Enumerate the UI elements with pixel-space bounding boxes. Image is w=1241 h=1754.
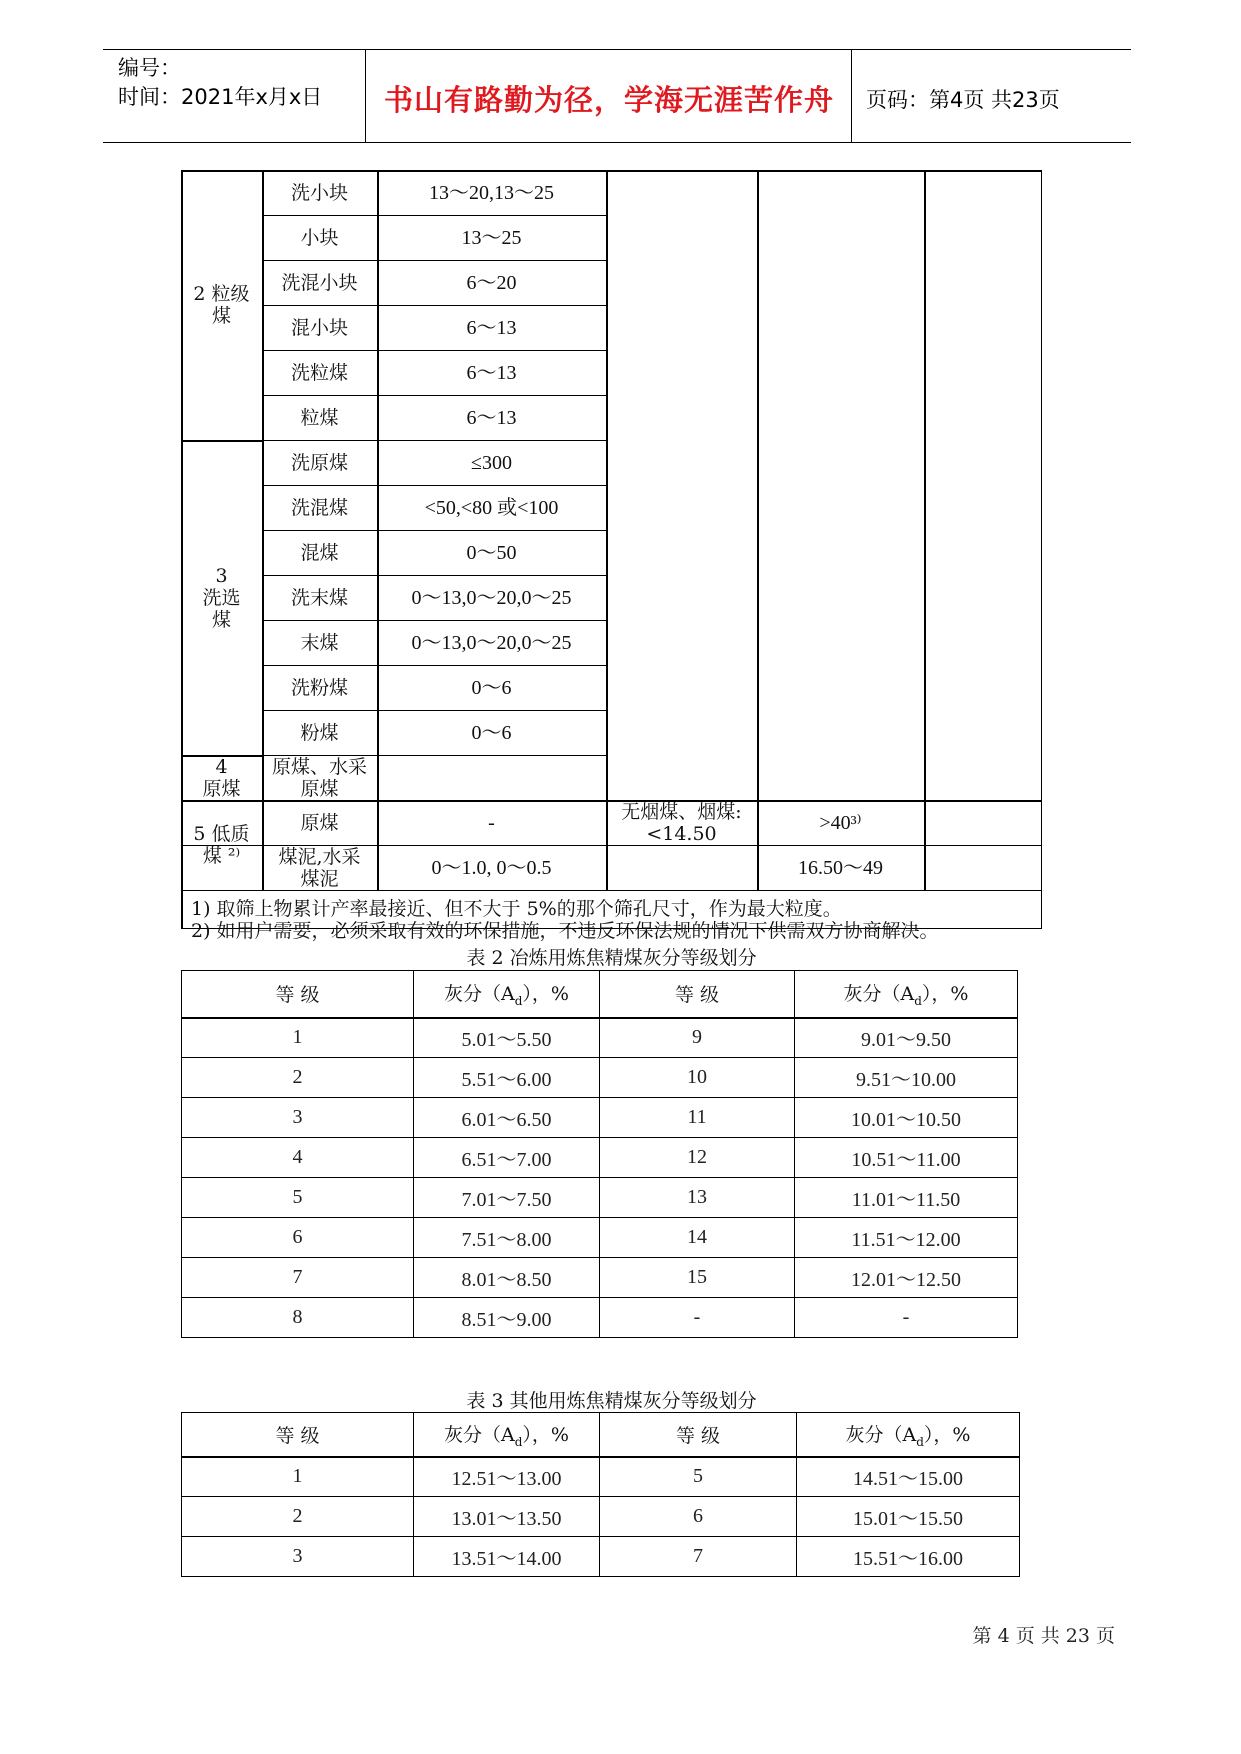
ash-range-cell: 5.51～6.00	[414, 1058, 600, 1098]
column-header: 灰分$(A_d)$，%	[414, 971, 600, 1018]
group-label: 4 原煤	[202, 755, 241, 800]
group-label: 2 粒级 煤	[193, 283, 250, 327]
ash-range-cell: 12.51～13.00	[414, 1457, 600, 1497]
table-row	[182, 1537, 1020, 1577]
page-info: 页码：第4页 共23页	[866, 88, 1060, 112]
ash-range-cell: 11.51～12.00	[795, 1218, 1018, 1258]
table-rule	[181, 890, 1042, 891]
size-range-cell: -	[488, 811, 495, 834]
size-range-cell	[377, 755, 606, 800]
size-range-cell: 6～13	[466, 406, 517, 429]
header-divider	[365, 49, 366, 143]
table-footnote: 1) 取筛上物累计产率最接近、但不大于 5%的那个筛孔尺寸，作为最大粒度。	[191, 898, 842, 920]
size-range-cell: 13～20,13～25	[429, 181, 554, 204]
table2-caption: 表 2 冶炼用炼焦精煤灰分等级划分	[466, 947, 757, 969]
page-footer: 第 4 页 共 23 页	[972, 1625, 1115, 1647]
motto-text: 书山有路勤为径，学海无涯苦作舟	[383, 83, 834, 117]
coal-name-cell: 洗混小块	[281, 271, 358, 294]
table-border	[1041, 170, 1043, 929]
column-header: 等 级	[182, 1413, 414, 1457]
header-divider	[851, 49, 852, 143]
group-label: 3 洗选 煤	[202, 564, 241, 631]
grade-cell: 14	[600, 1218, 795, 1258]
coal-name-cell: 洗粒煤	[290, 361, 348, 384]
coal-name-cell: 煤泥,水采 煤泥	[278, 845, 361, 890]
ash-range-cell: -	[795, 1298, 1018, 1338]
ash-range-cell: 13.51～14.00	[414, 1537, 600, 1577]
column-header: 灰分$(A_d)$，%	[795, 971, 1018, 1018]
grade-cell: 3	[182, 1537, 414, 1577]
size-range-cell: ≤300	[471, 451, 512, 474]
header-bottom-rule	[103, 142, 1131, 143]
coal-name-cell: 粉煤	[300, 721, 339, 744]
ash-range-cell: 15.01～15.50	[797, 1497, 1020, 1537]
group-label: 5 低质 煤 ²⁾	[193, 823, 250, 867]
table-row	[182, 1178, 1018, 1218]
size-range-cell: 0～6	[471, 721, 512, 744]
ash-range-cell: 10.01～10.50	[795, 1098, 1018, 1138]
ash-range-cell: 11.01～11.50	[795, 1178, 1018, 1218]
grade-cell: 12	[600, 1138, 795, 1178]
grade-cell: 5	[600, 1457, 797, 1497]
coal-name-cell: 原煤	[300, 811, 339, 834]
size-range-cell: 0～13,0～20,0～25	[411, 631, 572, 654]
grade-cell: 6	[182, 1218, 414, 1258]
ash-range-cell: 13.01～13.50	[414, 1497, 600, 1537]
coal-name-cell: 洗粉煤	[290, 676, 348, 699]
table-rule	[606, 170, 608, 890]
coal-name-cell: 混小块	[290, 316, 348, 339]
coal-name-cell: 小块	[300, 226, 339, 249]
size-range-cell: 0～1.0, 0～0.5	[431, 856, 552, 879]
serial-label: 编号：	[118, 56, 181, 80]
ash-value-cell: 16.50～49	[798, 856, 883, 879]
column-header: 灰分$(A_d)$，%	[797, 1413, 1020, 1457]
size-range-cell: <50,<80 或<100	[424, 496, 559, 519]
grade-cell: 5	[182, 1178, 414, 1218]
table-rule	[924, 170, 926, 890]
table2-ash-grades	[181, 970, 1018, 1338]
size-range-cell: 0～13,0～20,0～25	[411, 586, 572, 609]
table-row	[182, 1457, 1020, 1497]
table-row	[182, 1497, 1020, 1537]
grade-cell: -	[600, 1298, 795, 1338]
coal-name-cell: 混煤	[300, 541, 339, 564]
table-row	[182, 1138, 1018, 1178]
table-row	[182, 1298, 1018, 1338]
size-range-cell: 13～25	[461, 226, 522, 249]
table-row	[182, 1218, 1018, 1258]
ash-range-cell: 9.01～9.50	[795, 1018, 1018, 1058]
table-footnote: 2) 如用户需要，必须采取有效的环保措施，不违反环保法规的情况下供需双方协商解决。	[191, 920, 939, 942]
grade-cell: 8	[182, 1298, 414, 1338]
ash-range-cell: 8.51～9.00	[414, 1298, 600, 1338]
coal-name-cell: 粒煤	[300, 406, 339, 429]
grade-cell: 2	[182, 1497, 414, 1537]
table-row	[182, 1098, 1018, 1138]
grade-cell: 6	[600, 1497, 797, 1537]
ash-range-cell: 9.51～10.00	[795, 1058, 1018, 1098]
size-range-cell: 0～50	[466, 541, 517, 564]
ash-value-cell: >40³⁾	[819, 811, 862, 834]
ash-range-cell: 10.51～11.00	[795, 1138, 1018, 1178]
ash-range-cell: 12.01～12.50	[795, 1258, 1018, 1298]
ash-range-cell: 6.01～6.50	[414, 1098, 600, 1138]
coal-name-cell: 原煤、水采 原煤	[271, 755, 367, 800]
header-top-rule	[103, 49, 1131, 50]
time-label: 时间：2021年x月x日	[118, 85, 323, 109]
column-header: 等 级	[182, 971, 414, 1018]
grade-cell: 1	[182, 1018, 414, 1058]
ash-range-cell: 14.51～15.00	[797, 1457, 1020, 1497]
grade-cell: 7	[182, 1258, 414, 1298]
table-rule	[757, 170, 759, 890]
grade-cell: 2	[182, 1058, 414, 1098]
column-header: 灰分$(A_d)$，%	[414, 1413, 600, 1457]
ash-range-cell: 7.01～7.50	[414, 1178, 600, 1218]
column-header: 等 级	[600, 1413, 797, 1457]
table-row	[182, 1258, 1018, 1298]
coal-name-cell: 洗混煤	[290, 496, 348, 519]
ash-range-cell: 15.51～16.00	[797, 1537, 1020, 1577]
size-range-cell: 6～13	[466, 361, 517, 384]
grade-cell: 3	[182, 1098, 414, 1138]
coal-type-cell	[606, 845, 757, 890]
table-row	[182, 1018, 1018, 1058]
table-row	[182, 1058, 1018, 1098]
grade-cell: 11	[600, 1098, 795, 1138]
grade-cell: 13	[600, 1178, 795, 1218]
coal-type-cell: 无烟煤、烟煤: <14.50	[621, 800, 742, 845]
coal-name-cell: 洗小块	[290, 181, 348, 204]
coal-name-cell: 洗原煤	[290, 451, 348, 474]
grade-cell: 4	[182, 1138, 414, 1178]
grade-cell: 7	[600, 1537, 797, 1577]
coal-name-cell: 洗末煤	[290, 586, 348, 609]
coal-name-cell: 末煤	[300, 631, 339, 654]
ash-range-cell: 5.01～5.50	[414, 1018, 600, 1058]
table3-ash-grades	[181, 1412, 1020, 1577]
ash-range-cell: 6.51～7.00	[414, 1138, 600, 1178]
ash-range-cell: 7.51～8.00	[414, 1218, 600, 1258]
size-range-cell: 6～13	[466, 316, 517, 339]
grade-cell: 10	[600, 1058, 795, 1098]
table3-caption: 表 3 其他用炼焦精煤灰分等级划分	[466, 1390, 757, 1412]
size-range-cell: 6～20	[466, 271, 517, 294]
ash-range-cell: 8.01～8.50	[414, 1258, 600, 1298]
grade-cell: 1	[182, 1457, 414, 1497]
size-range-cell: 0～6	[471, 676, 512, 699]
grade-cell: 15	[600, 1258, 795, 1298]
column-header: 等 级	[600, 971, 795, 1018]
coal-size-table	[181, 170, 1042, 942]
grade-cell: 9	[600, 1018, 795, 1058]
